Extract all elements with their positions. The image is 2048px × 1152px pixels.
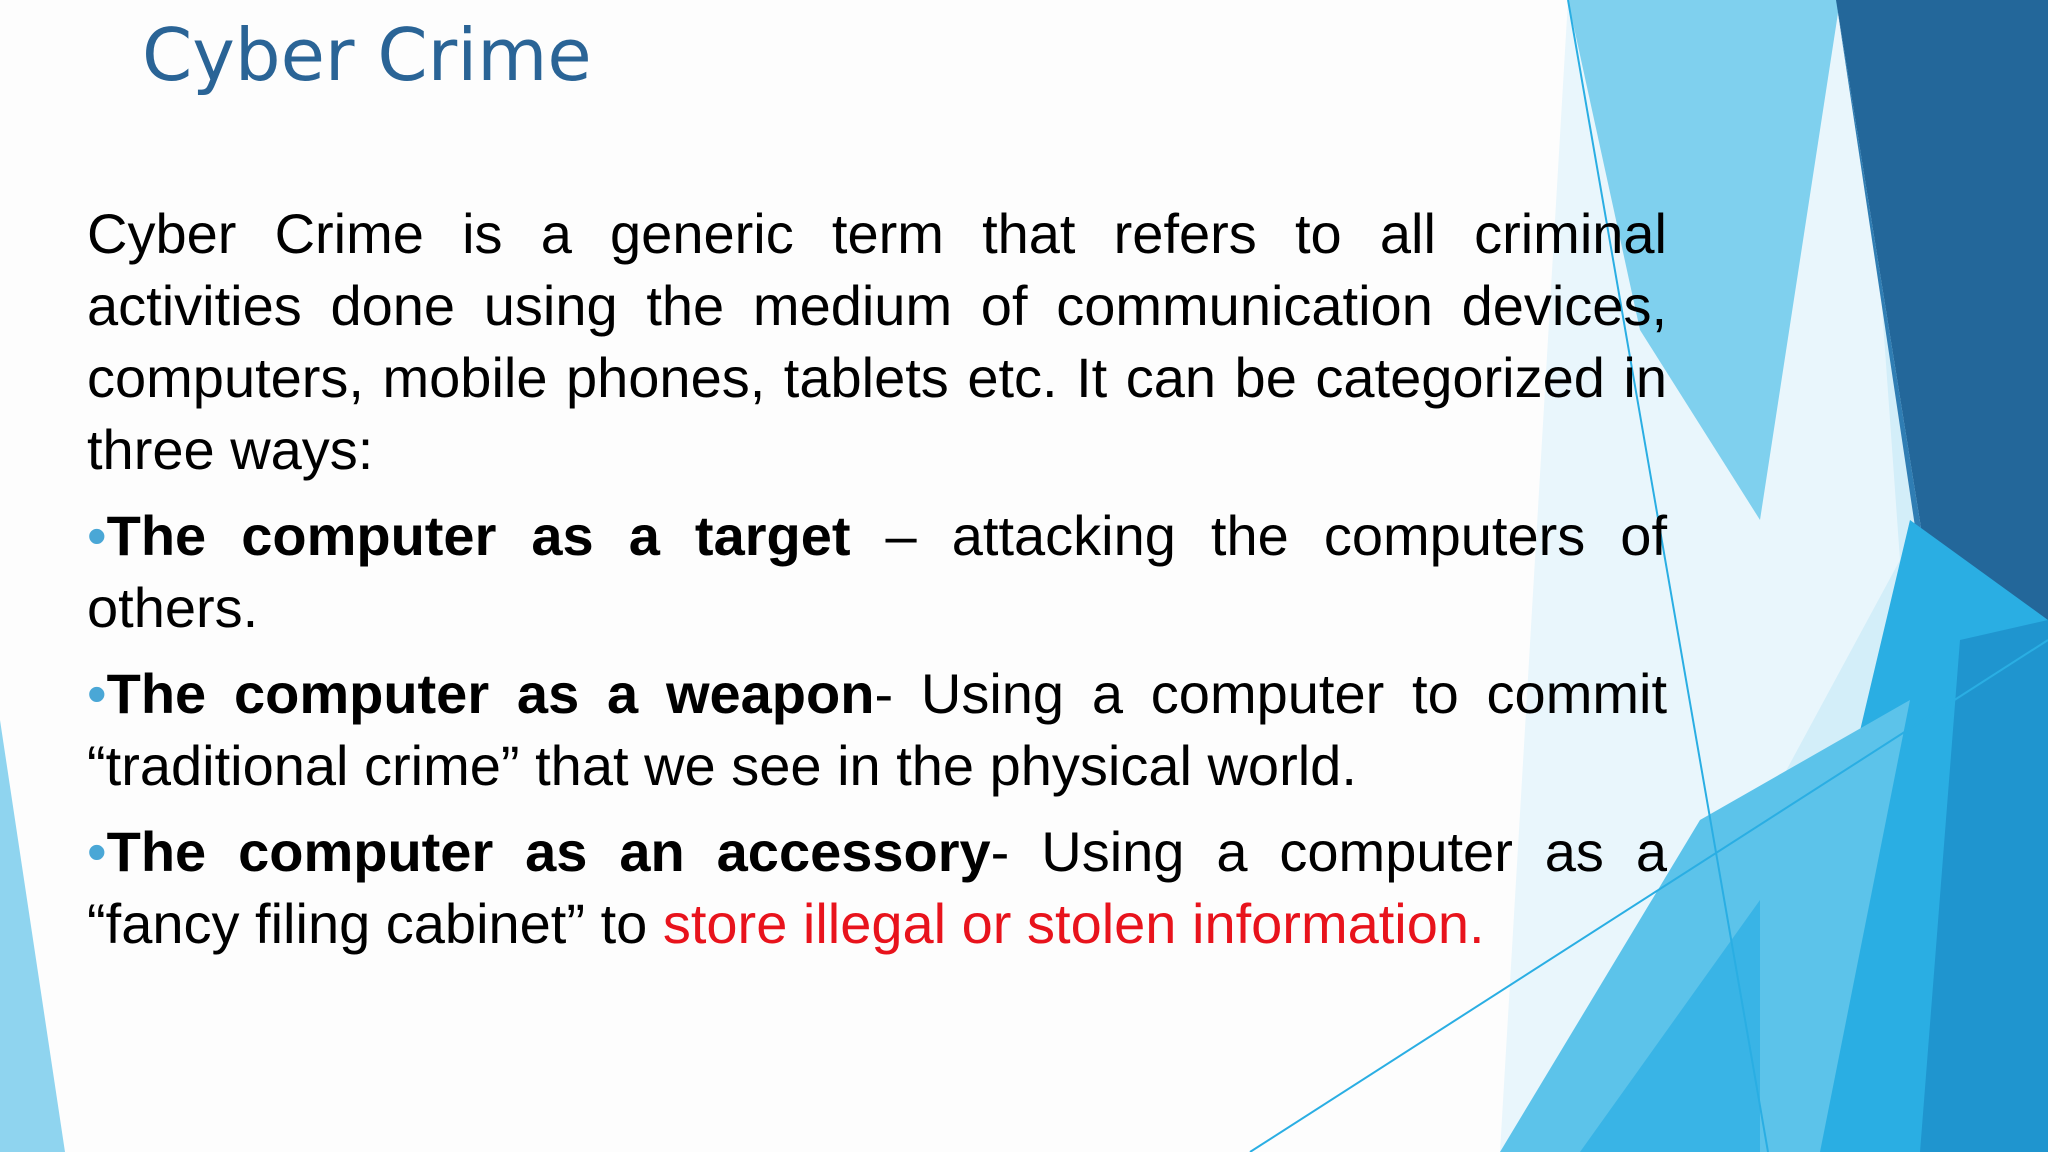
bullet-description: - Using a computer to commit “traditional crime” that we see in the physical world. [87, 662, 1667, 797]
bullet-term: The computer as a target [106, 504, 851, 567]
bullet-description: – attacking the computers of others. [87, 504, 1667, 639]
bullet-description: - Using a computer as a “fancy filing cabinet” to [87, 820, 1667, 955]
bullet-marker: • [87, 820, 107, 883]
left-edge-triangle [0, 720, 65, 1152]
highlighted-text: store illegal or stolen information. [662, 892, 1485, 955]
bullet-term: The computer as a weapon [106, 662, 875, 725]
bullet-marker: • [87, 504, 107, 567]
intro-paragraph: Cyber Crime is a generic term that refers to all criminal activities done using the medium of communication devices, computers, mobile phones, tablets etc. It can be categorized in three ways: [87, 202, 1667, 481]
bullet-marker: • [87, 662, 107, 725]
bullet-weapon [87, 658, 1667, 802]
slide-title: Cyber Crime [142, 13, 592, 97]
bullet-accessory [87, 816, 1667, 960]
slide-body [87, 198, 1667, 960]
bullet-target [87, 500, 1667, 644]
bullet-term: The computer as an accessory [106, 820, 991, 883]
